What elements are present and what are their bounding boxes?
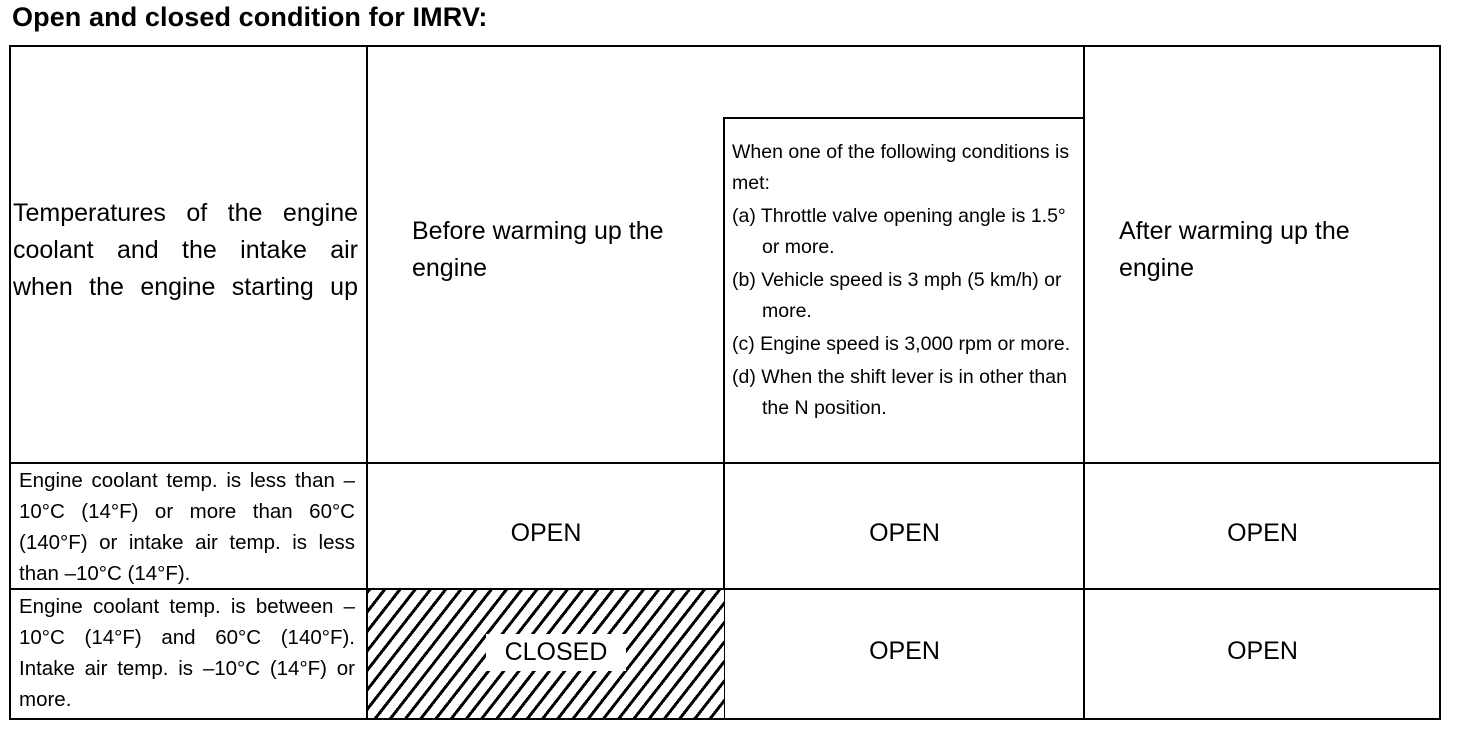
column-divider xyxy=(1083,45,1085,720)
row-2-condition: Engine coolant temp. is between –10°C (14°F) and 60°C (140°F). Intake air temp. is –10°C (14°F) or more. xyxy=(19,595,355,711)
row-1-met-status: OPEN xyxy=(869,519,940,547)
header-after-warming: After warming up the engine xyxy=(1119,217,1350,282)
condition-item-a: (a) Throttle valve opening angle is 1.5° or more. xyxy=(732,205,1066,258)
header-before-warming: Before warming up the engine xyxy=(412,217,664,282)
row-1-after-status: OPEN xyxy=(1227,519,1298,547)
row-1-before-status: OPEN xyxy=(510,519,582,547)
page-title: Open and closed condition for IMRV: xyxy=(12,2,488,32)
header-divider xyxy=(723,117,1085,119)
row-1-condition: Engine coolant temp. is less than –10°C (14°F) or more than 60°C (140°F) or intake air temp. is less than –10°C (14°F). xyxy=(19,469,355,585)
condition-item-d: (d) When the shift lever is in other than the N position. xyxy=(732,366,1067,419)
row-2-before-status: CLOSED xyxy=(486,634,626,671)
row-2-after-status: OPEN xyxy=(1227,637,1298,665)
conditions-intro: When one of the following conditions is met: xyxy=(732,141,1070,194)
condition-item-c: (c) Engine speed is 3,000 rpm or more. xyxy=(732,333,1071,355)
row-divider xyxy=(9,462,1441,464)
row-2-met-status: OPEN xyxy=(869,637,940,665)
header-conditions xyxy=(732,137,1082,424)
header-temperatures: Temperatures of the engine coolant and the intake air when the engine starting up xyxy=(13,199,358,301)
condition-item-b: (b) Vehicle speed is 3 mph (5 km/h) or more. xyxy=(732,269,1062,322)
